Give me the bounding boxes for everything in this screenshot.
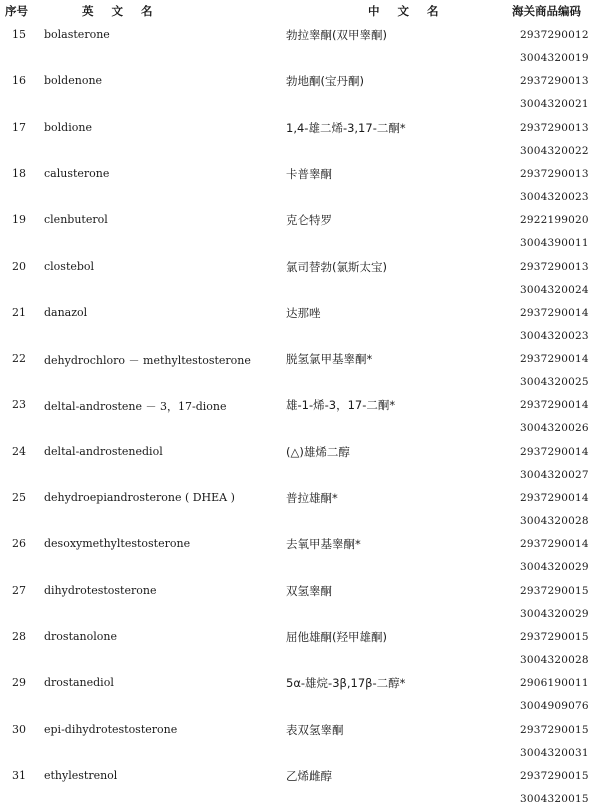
row-customs-code-primary: 2937290014 [520,306,589,319]
row-customs-code-primary: 2937290014 [520,538,589,551]
row-customs-code-primary: 2906190011 [520,677,589,690]
row-english-name: dehydrochloro － methyltestosterone [44,354,251,368]
row-chinese-name: 5α-雄烷-3β,17β-二醇* [286,676,406,691]
header-english-name: 英文名 [82,4,171,18]
row-customs-code-secondary: 3004909076 [520,700,589,713]
row-english-name: epi-dihydrotestosterone [44,722,178,736]
row-serial-number: 27 [12,583,26,597]
row-customs-code-primary: 2937290015 [520,769,589,782]
table-row [0,627,600,673]
row-customs-code-secondary: 3004320019 [520,52,589,64]
table-row [0,442,600,488]
row-chinese-name: 双氢睾酮 [286,583,332,598]
row-customs-code-primary: 2937290012 [520,29,589,41]
row-customs-code-primary: 2937290015 [520,723,589,736]
row-chinese-name: 乙烯雌醇 [286,768,332,783]
row-serial-number: 19 [12,213,26,227]
row-serial-number: 18 [12,166,26,180]
row-english-name: calusterone [44,166,110,180]
table-row [0,766,600,812]
table-header [0,0,600,22]
header-chinese-name: 中文名 [368,4,457,18]
row-serial-number: 17 [12,120,26,134]
row-chinese-name: 达那唑 [286,305,321,320]
row-customs-code-primary: 2937290015 [520,584,589,597]
row-chinese-name: 克仑特罗 [286,213,332,228]
row-customs-code-primary: 2937290014 [520,492,589,504]
row-customs-code-secondary: 3004320025 [520,376,589,389]
row-customs-code-secondary: 3004320015 [520,792,589,805]
table-row [0,673,600,719]
row-chinese-name: 雄-1-烯-3，17-二酮* [286,398,396,413]
row-customs-code-primary: 2937290013 [520,75,589,88]
row-serial-number: 22 [12,352,26,366]
row-english-name: clenbuterol [44,213,108,227]
table-row [0,720,600,766]
row-customs-code-primary: 2937290014 [520,445,589,458]
row-serial-number: 28 [12,629,26,643]
table-row [0,25,600,71]
table-row [0,395,600,441]
row-chinese-name: 1,4-雄二烯-3,17-二酮* [286,120,406,135]
row-chinese-name: 卡普睾酮 [286,166,332,181]
row-english-name: clostebol [44,259,95,273]
row-customs-code-primary: 2937290015 [520,630,589,643]
row-chinese-name: 普拉雄酮* [286,491,338,505]
header-serial-number: 序号 [5,4,28,18]
row-serial-number: 24 [12,444,26,458]
row-customs-code-secondary: 3004320027 [520,468,589,481]
row-english-name: bolasterone [44,28,110,41]
row-serial-number: 25 [12,491,26,504]
row-customs-code-secondary: 3004320023 [520,329,589,342]
row-serial-number: 20 [12,259,26,273]
row-customs-code-secondary: 3004320026 [520,422,589,435]
row-english-name: deltal-androstene － 3，17-dione [44,400,227,414]
row-english-name: ethylestrenol [44,768,118,782]
table-row [0,534,600,580]
row-english-name: danazol [44,305,88,319]
row-english-name: dehydroepiandrosterone ( DHEA ) [44,491,235,504]
row-customs-code-primary: 2937290013 [520,167,589,180]
table-row [0,303,600,349]
row-english-name: drostanolone [44,629,117,643]
table-row [0,581,600,627]
row-serial-number: 26 [12,537,26,551]
table-row [0,164,600,210]
row-customs-code-primary: 2937290013 [520,260,589,273]
row-chinese-name: (△)雄烯二醇 [286,444,350,459]
row-chinese-name: 勃地酮(宝丹酮) [286,74,364,89]
row-customs-code-primary: 2937290014 [520,399,589,412]
row-customs-code-secondary: 3004390011 [520,237,589,250]
row-customs-code-secondary: 3004320024 [520,283,589,296]
row-serial-number: 30 [12,722,26,736]
row-english-name: deltal-androstenediol [44,444,163,458]
row-serial-number: 16 [12,74,26,88]
row-english-name: boldenone [44,74,103,88]
row-serial-number: 15 [12,28,26,41]
header-customs-code: 海关商品编码 [512,4,581,18]
table-row [0,118,600,164]
row-customs-code-primary: 2937290013 [520,121,589,134]
row-english-name: boldione [44,120,92,134]
row-english-name: dihydrotestosterone [44,583,157,597]
row-customs-code-secondary: 3004320022 [520,144,589,157]
row-serial-number: 29 [12,676,26,690]
row-customs-code-secondary: 3004320029 [520,561,589,574]
row-customs-code-secondary: 3004320021 [520,98,589,111]
row-chinese-name: 脱氢氯甲基睾酮* [286,352,373,367]
row-chinese-name: 表双氢睾酮 [286,722,344,737]
table-row [0,257,600,303]
table-row [0,71,600,117]
row-english-name: drostanediol [44,676,114,690]
row-chinese-name: 屈他雄酮(羟甲雄酮) [286,629,387,644]
row-serial-number: 23 [12,398,26,412]
row-english-name: desoxymethyltestosterone [44,537,191,551]
row-customs-code-secondary: 3004320023 [520,190,589,203]
row-chinese-name: 去氧甲基睾酮* [286,537,361,552]
row-customs-code-primary: 2922199020 [520,214,589,227]
row-chinese-name: 勃拉睾酮(双甲睾酮) [286,28,387,42]
table-row [0,349,600,395]
row-serial-number: 21 [12,305,26,319]
row-customs-code-primary: 2937290014 [520,353,589,366]
row-customs-code-secondary: 3004320031 [520,746,589,759]
table-row [0,488,600,534]
table-row [0,210,600,256]
row-customs-code-secondary: 3004320029 [520,607,589,620]
row-chinese-name: 氯司替勃(氯斯太宝) [286,259,387,274]
row-serial-number: 31 [12,768,26,782]
row-customs-code-secondary: 3004320028 [520,653,589,666]
row-customs-code-secondary: 3004320028 [520,515,589,527]
